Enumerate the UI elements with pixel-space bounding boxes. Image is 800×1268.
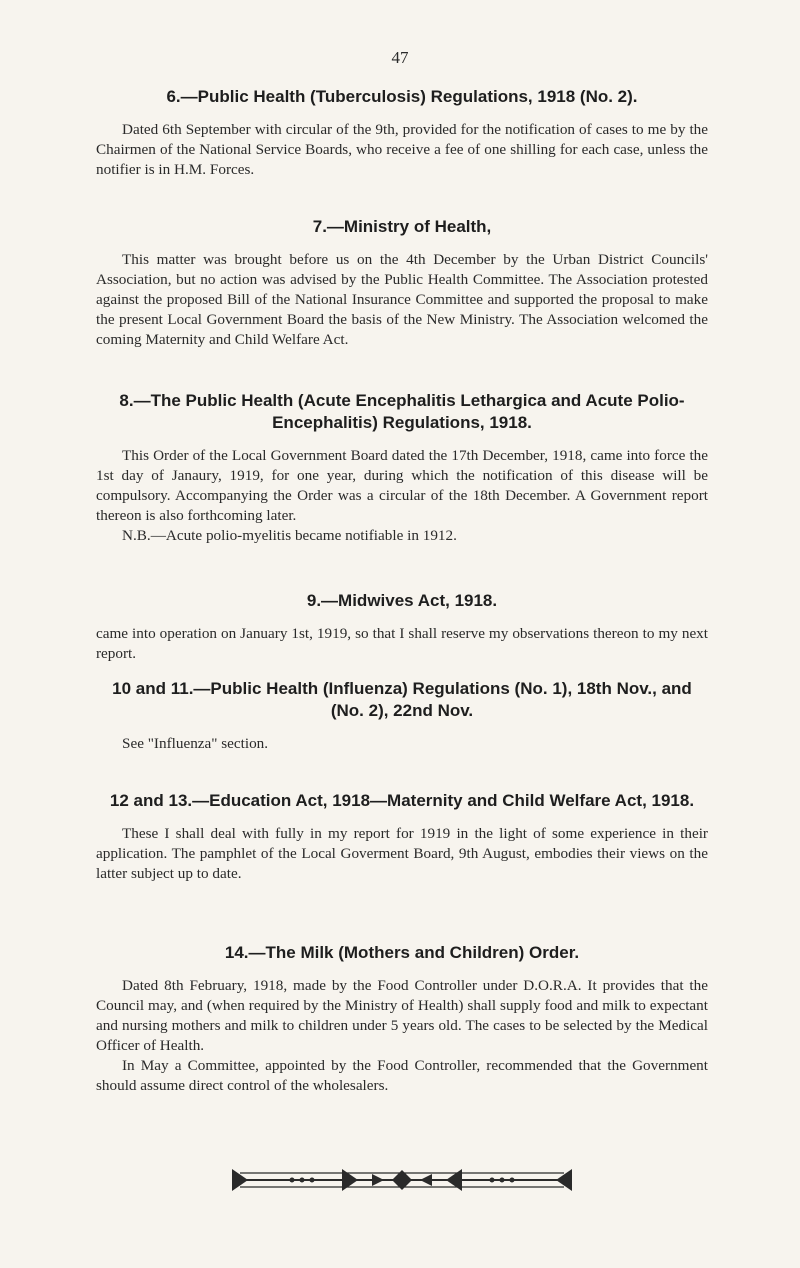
section-heading: 9.—Midwives Act, 1918. (306, 591, 498, 610)
section-heading: 12 and 13.—Education Act, 1918—Maternity and Child Welfare Act, 1918. (109, 791, 695, 810)
section-10-11 (96, 678, 708, 754)
section-heading: 14.—The Milk (Mothers and Children) Order. (224, 943, 580, 962)
paragraph: Dated 6th September with circular of the 9th, provided for the notification of cases to me by the Chairmen of the National Service Boards, who receive a fee of one shilling for each case, unless the notifier is in H.M. Forces. (96, 121, 708, 178)
section-heading: 8.—The Public Health (Acute Encephalitis Lethargica and Acute Polio-Encephalitis) Regulations, 1918. (119, 391, 685, 432)
section-9 (96, 590, 708, 664)
paragraph: Dated 8th February, 1918, made by the Food Controller under D.O.R.A. It provides that the Council may, and (when required by the Ministry of Health) shall supply food and milk to expectant and nursing mothers and milk to children under 5 years old. The cases to be selected by the Medical Officer of Health. (96, 977, 708, 1054)
section-heading: 7.—Ministry of Health, (312, 217, 492, 236)
section-14 (96, 942, 708, 1096)
paragraph: See "Influenza" section. (122, 735, 269, 752)
section-12-13 (96, 790, 708, 884)
section-heading: 6.—Public Health (Tuberculosis) Regulations, 1918 (No. 2). (166, 87, 638, 106)
paragraph: This matter was brought before us on the 4th December by the Urban District Councils' Association, but no action was advised by the Public Health Committee. The Association protested against the proposed Bill of the National Insurance Committee and supported the proposal to make the present Local Government Board the basis of the New Ministry. The Association welcomed the coming Maternity and Child Welfare Act. (96, 251, 708, 348)
paragraph: These I shall deal with fully in my report for 1919 in the light of some experience in their application. The pamphlet of the Local Goverment Board, 9th August, embodies their views on the latter subject up to date. (96, 825, 708, 882)
paragraph: came into operation on January 1st, 1919, so that I shall reserve my observations thereon to my next report. (96, 625, 708, 662)
section-heading: 10 and 11.—Public Health (Influenza) Regulations (No. 1), 18th Nov., and (No. 2), 22nd Nov. (112, 679, 692, 720)
section-8 (96, 390, 708, 546)
page-number: 47 (391, 48, 409, 67)
section-7 (96, 216, 708, 350)
ornament-divider-icon (232, 1166, 572, 1194)
paragraph: N.B.—Acute polio-myelitis became notifiable in 1912. (122, 527, 457, 544)
section-6 (96, 86, 708, 180)
paragraph: This Order of the Local Government Board dated the 17th December, 1918, came into force the 1st day of Janaury, 1919, for one year, during which the notification of this disease will be compulsory. Accompanying the Order was a circular of the 18th December. A Government report thereon is also forthcoming later. (96, 447, 708, 524)
paragraph: In May a Committee, appointed by the Food Controller, recommended that the Government should assume direct control of the wholesalers. (96, 1057, 708, 1094)
